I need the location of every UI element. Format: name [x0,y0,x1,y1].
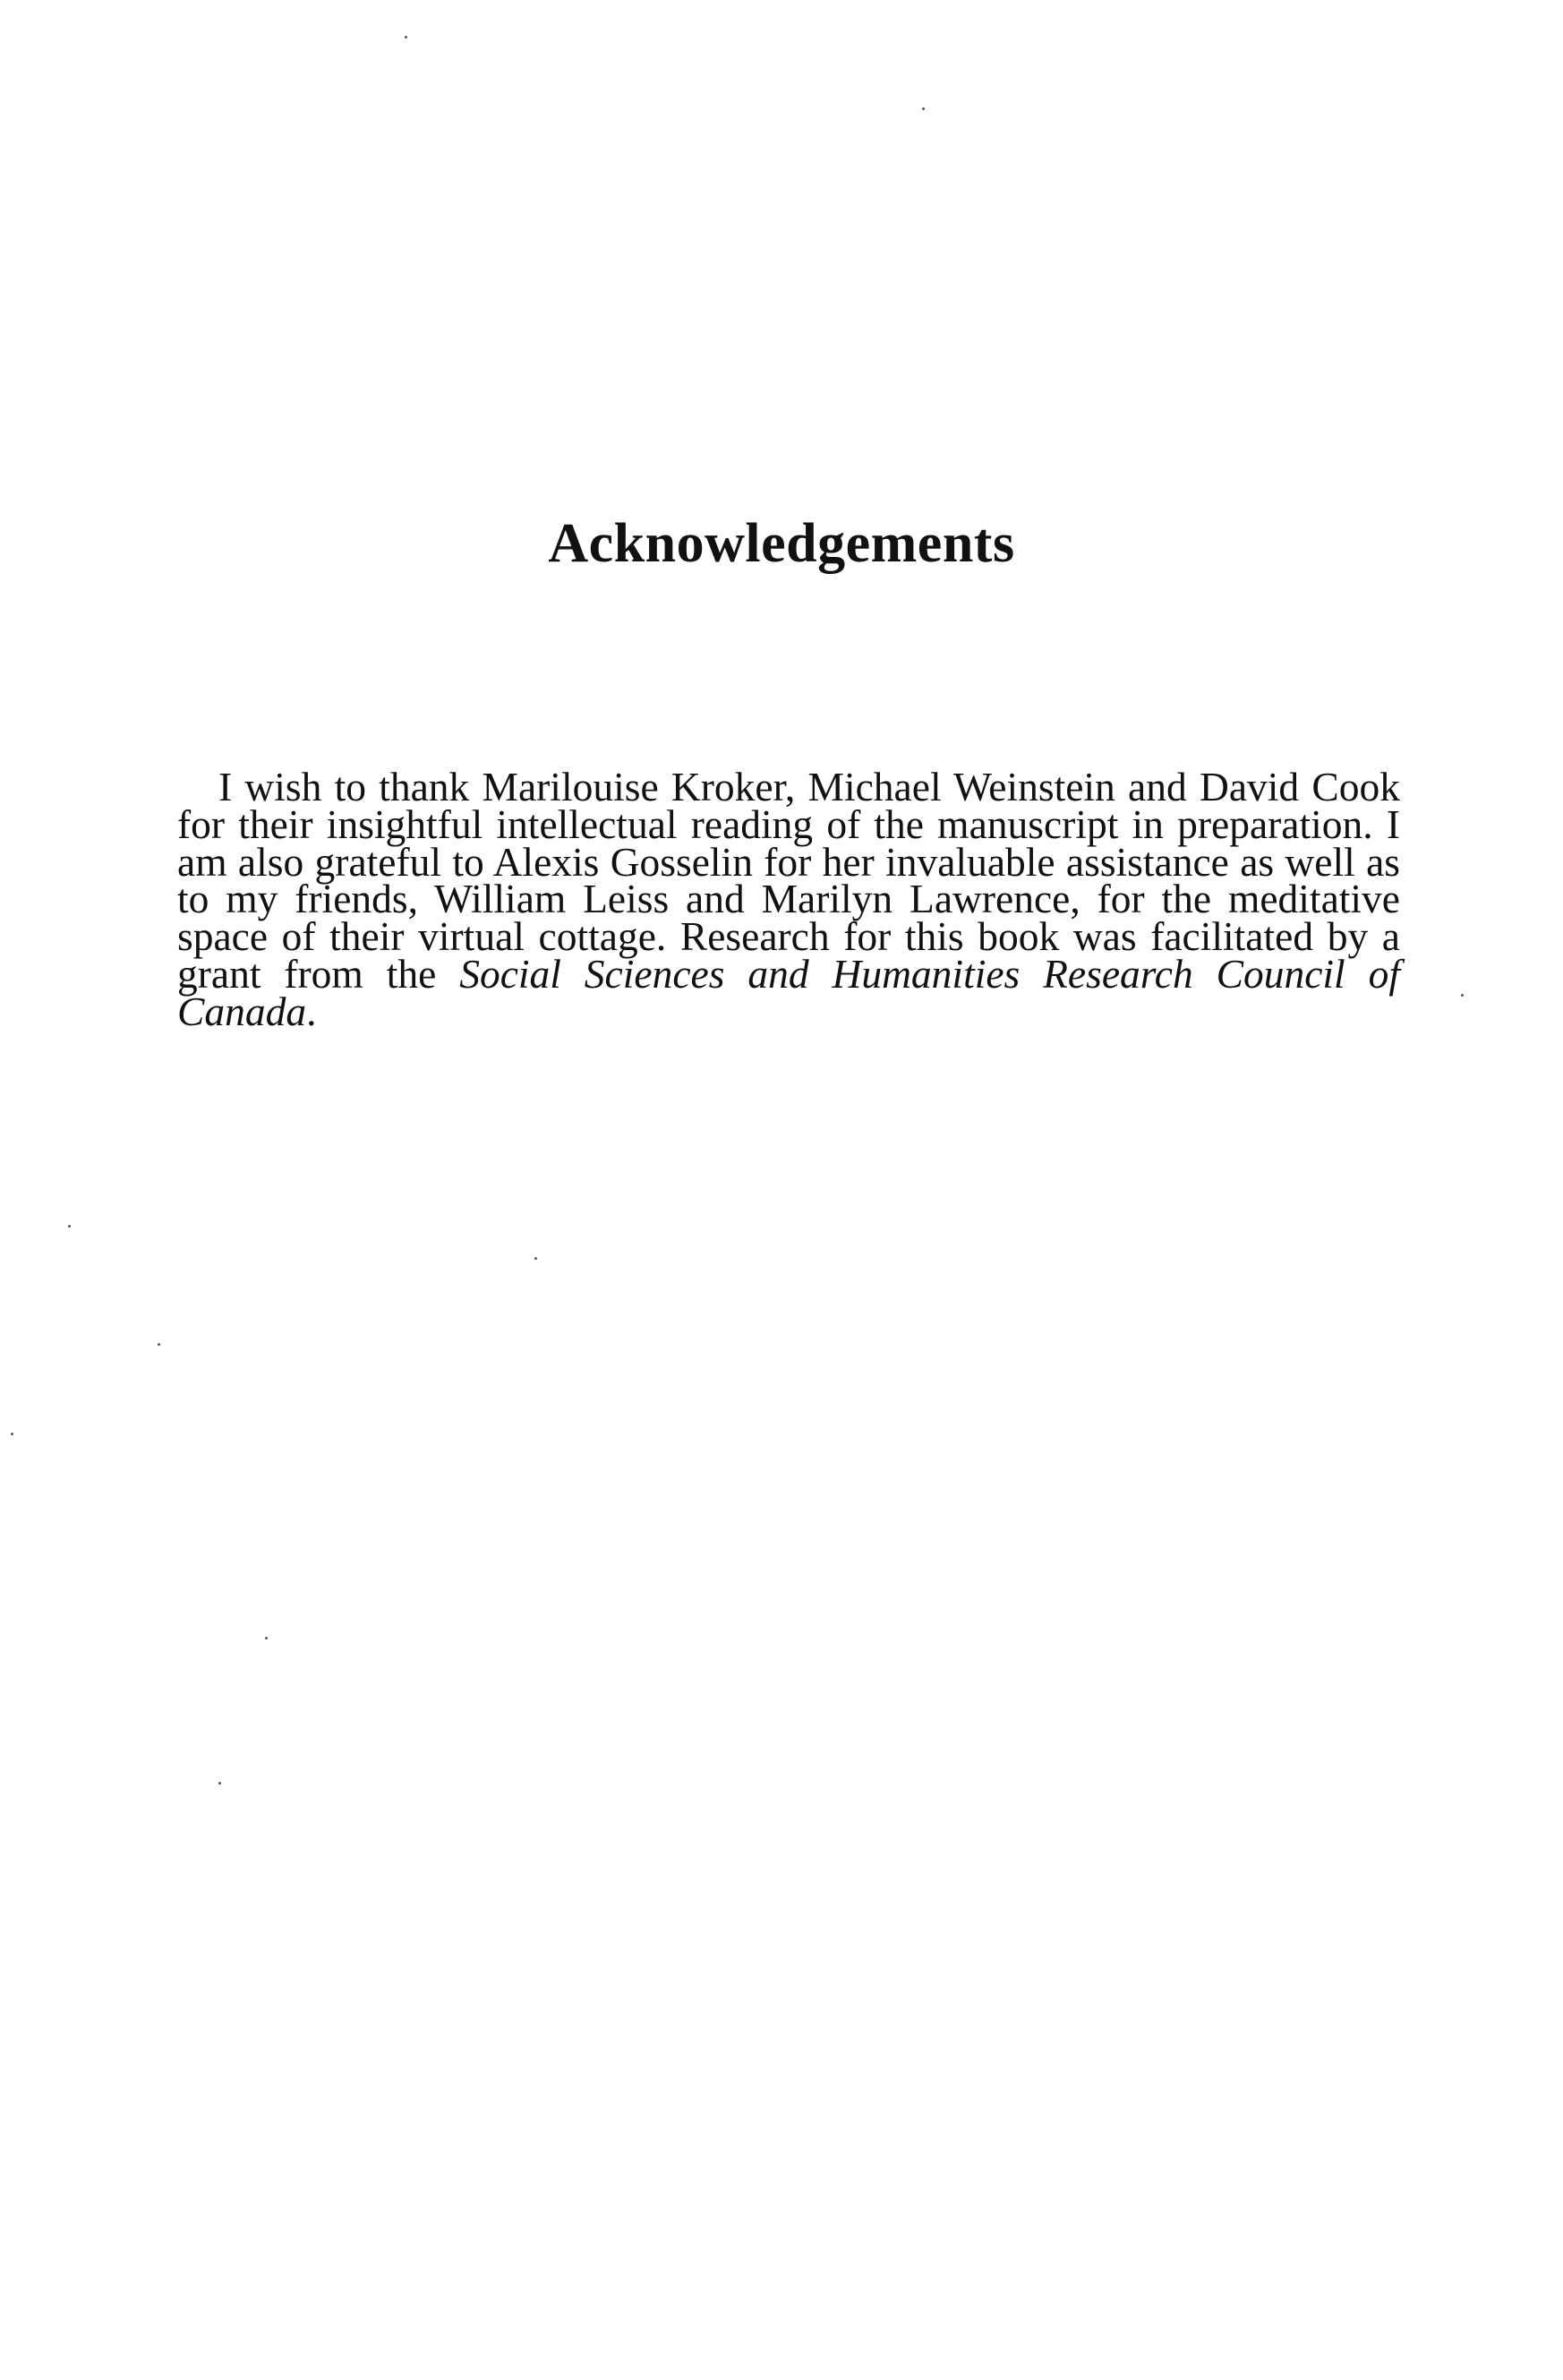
page-title: Acknowledgements [548,513,1015,574]
scan-speck [218,1782,221,1785]
scan-speck [265,1637,268,1639]
scan-speck [534,1257,537,1260]
scan-speck [68,1225,71,1228]
paragraph-end: . [306,988,317,1034]
scan-speck [922,107,925,110]
paragraph-text: I wish to thank Marilouise Kroker, Michael Weinstein and David Cook for their insightful intellectual reading of the manuscript in preparation. I am also grateful to Alexis Gosselin for her invaluable assistance as well as to my friends, William Leiss and Marilyn Lawrence, for the meditative space of their virtual cottage. Research for this book was facilitated by a grant from the [177,764,1400,997]
scan-speck [158,1343,160,1346]
acknowledgements-paragraph [177,764,1400,1034]
scan-speck [405,36,407,39]
scan-speck [11,1433,13,1435]
council-name: Social Sciences and Humanities Research Council of Canada [177,950,1400,1034]
scan-speck [1461,994,1464,997]
